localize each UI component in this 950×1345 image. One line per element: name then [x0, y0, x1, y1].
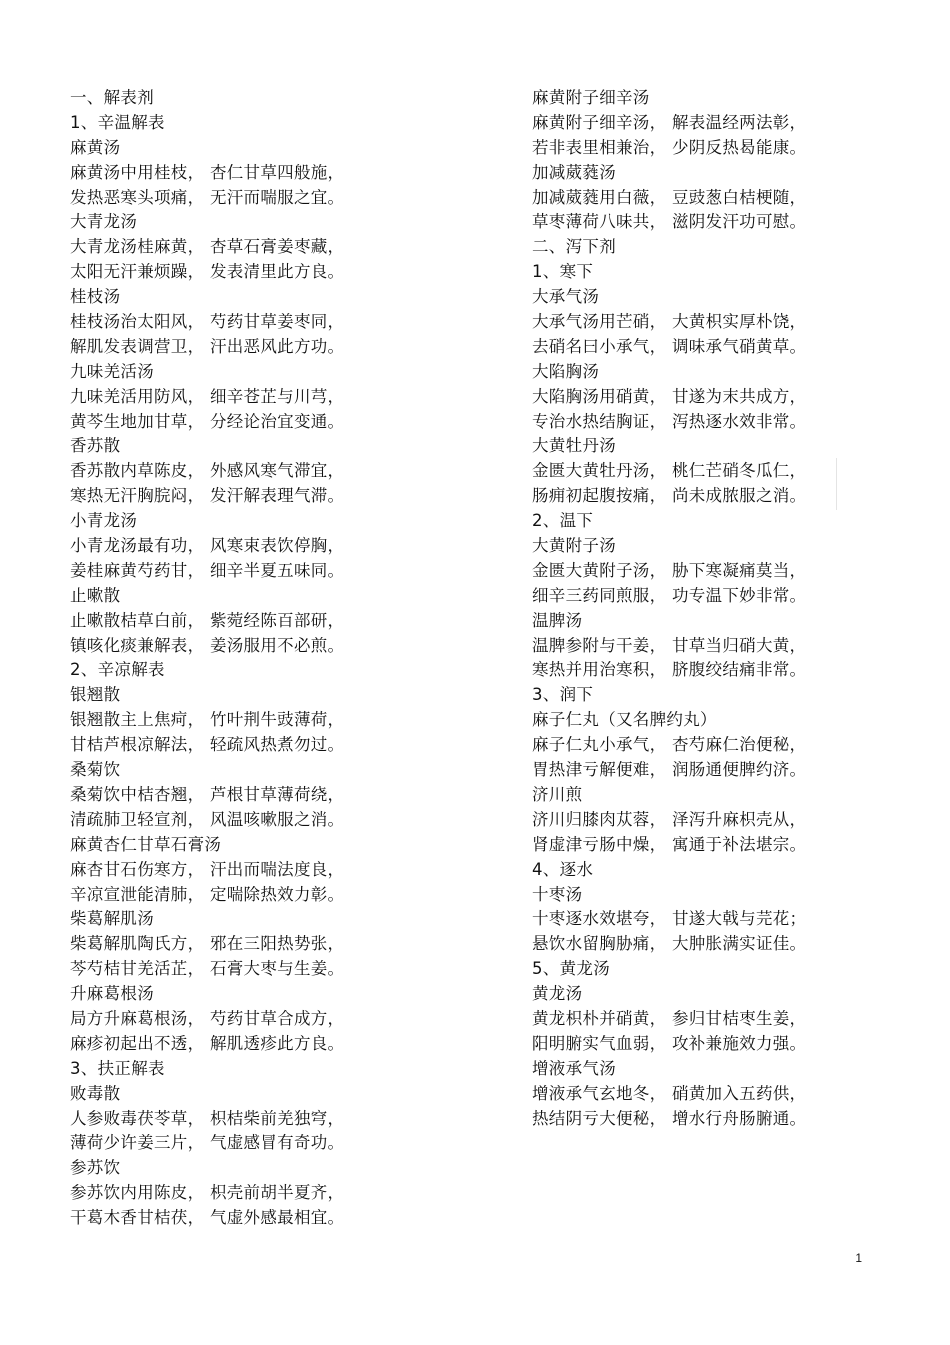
text-line: 参苏饮内用陈皮， 枳壳前胡半夏齐， [70, 1183, 345, 1203]
text-line: 5、黄龙汤 [532, 959, 610, 979]
text-line: 大黄牡丹汤 [532, 436, 616, 456]
text-line: 止嗽散桔草白前， 紫菀经陈百部研， [70, 610, 345, 630]
text-line: 小青龙汤 [70, 511, 138, 531]
text-line: 香苏散 [70, 436, 121, 456]
text-line: 败毒散 [70, 1083, 121, 1103]
text-line: 3、扶正解表 [70, 1058, 165, 1078]
text-line: 麻黄汤中用桂枝， 杏仁甘草四般施， [70, 162, 345, 182]
text-line: 4、逐水 [532, 859, 594, 879]
text-line: 大青龙汤桂麻黄， 杏草石膏姜枣藏， [70, 237, 345, 257]
text-line: 金匮大黄牡丹汤， 桃仁芒硝冬瓜仁， [532, 461, 807, 481]
text-line: 寒热无汗胸脘闷， 发汗解表理气滞。 [70, 486, 345, 506]
text-line: 桑菊饮中桔杏翘， 芦根甘草薄荷绕， [70, 784, 345, 804]
text-line: 大陷胸汤用硝黄， 甘遂为末共成方， [532, 386, 807, 406]
text-line: 十枣逐水效堪夸， 甘遂大戟与芫花； [532, 909, 807, 929]
text-line: 增液承气玄地冬， 硝黄加入五药供， [532, 1083, 807, 1103]
text-line: 柴葛解肌陶氏方， 邪在三阳热势张， [70, 934, 345, 954]
text-line: 肠痈初起腹按痛， 尚未成脓服之消。 [532, 486, 807, 506]
text-line: 大青龙汤 [70, 212, 138, 232]
text-line: 九味羌活汤 [70, 361, 154, 381]
text-line: 温脾汤 [532, 610, 583, 630]
text-line: 金匮大黄附子汤， 胁下寒凝痛莫当， [532, 560, 807, 580]
text-line: 人参败毒茯苓草， 枳桔柴前羌独穹， [70, 1108, 345, 1128]
text-line: 麻黄汤 [70, 137, 121, 157]
text-line: 止嗽散 [70, 585, 121, 605]
text-line: 大承气汤 [532, 287, 600, 307]
text-line: 悬饮水留胸胁痛， 大肿胀满实证佳。 [532, 934, 807, 954]
text-line: 胃热津亏解便难， 润肠通便脾约济。 [532, 760, 807, 780]
left-column [70, 86, 470, 1231]
text-line: 麻黄杏仁甘草石膏汤 [70, 834, 222, 854]
text-line: 大承气汤用芒硝， 大黄枳实厚朴饶， [532, 312, 807, 332]
text-line: 1、寒下 [532, 262, 594, 282]
text-line: 黄芩生地加甘草， 分经论治宜变通。 [70, 411, 345, 431]
text-line: 麻黄附子细辛汤 [532, 88, 650, 107]
text-line: 局方升麻葛根汤， 芍药甘草合成方， [70, 1008, 345, 1028]
text-line: 小青龙汤最有功， 风寒束表饮停胸， [70, 536, 345, 556]
text-line: 黄龙汤 [532, 984, 583, 1004]
text-line: 专治水热结胸证， 泻热逐水效非常。 [532, 411, 807, 431]
text-line: 参苏饮 [70, 1158, 121, 1178]
text-line: 麻子仁丸（又名脾约丸） [532, 710, 717, 730]
text-line: 升麻葛根汤 [70, 984, 154, 1004]
text-line: 增液承气汤 [532, 1058, 616, 1078]
text-line: 发热恶寒头项痛， 无汗而喘服之宜。 [70, 187, 345, 207]
text-line: 2、辛凉解表 [70, 660, 165, 680]
text-line: 细辛三药同煎服， 功专温下妙非常。 [532, 585, 807, 605]
text-line: 去硝名曰小承气， 调味承气硝黄草。 [532, 336, 807, 356]
text-line: 甘桔芦根凉解法， 轻疏风热煮勿过。 [70, 735, 345, 755]
margin-rule [836, 458, 837, 510]
text-line: 寒热并用治寒积， 脐腹绞结痛非常。 [532, 660, 807, 680]
text-line: 解肌发表调营卫， 汗出恶风此方功。 [70, 336, 345, 356]
text-line: 温脾参附与干姜， 甘草当归硝大黄， [532, 635, 807, 655]
text-line: 银翘散 [70, 685, 121, 705]
text-line: 太阳无汗兼烦躁， 发表清里此方良。 [70, 262, 345, 282]
text-line: 麻疹初起出不透， 解肌透疹此方良。 [70, 1033, 345, 1053]
text-line: 姜桂麻黄芍药甘， 细辛半夏五味同。 [70, 560, 345, 580]
text-line: 芩芍桔甘羌活芷， 石膏大枣与生姜。 [70, 959, 345, 979]
text-line: 1、辛温解表 [70, 112, 165, 132]
text-line: 黄龙枳朴并硝黄， 参归甘桔枣生姜， [532, 1008, 807, 1028]
text-line: 二、泻下剂 [532, 237, 616, 257]
text-line: 麻子仁丸小承气， 杏芍麻仁治便秘， [532, 735, 807, 755]
text-line: 银翘散主上焦疴， 竹叶荆牛豉薄荷， [70, 710, 345, 730]
text-line: 干葛木香甘桔茯， 气虚外感最相宜。 [70, 1208, 345, 1228]
text-line: 柴葛解肌汤 [70, 909, 154, 929]
text-line: 加减葳蕤用白薇， 豆豉葱白桔梗随， [532, 187, 807, 207]
text-line: 济川煎 [532, 784, 583, 804]
text-line: 3、润下 [532, 685, 594, 705]
text-line: 阳明腑实气血弱， 攻补兼施效力强。 [532, 1033, 807, 1053]
text-line: 桂枝汤 [70, 287, 121, 307]
text-line: 大黄附子汤 [532, 536, 616, 556]
page-number: 1 [855, 1251, 862, 1265]
text-line: 九味羌活用防风， 细辛苍芷与川芎， [70, 386, 345, 406]
text-line: 若非表里相兼治， 少阴反热曷能康。 [532, 137, 807, 157]
text-line: 麻黄附子细辛汤， 解表温经两法彰， [532, 112, 807, 132]
text-line: 济川归膝肉苁蓉， 泽泻升麻枳壳从， [532, 809, 807, 829]
text-line: 辛凉宣泄能清肺， 定喘除热效力彰。 [70, 884, 345, 904]
text-line: 桂枝汤治太阳风， 芍药甘草姜枣同， [70, 312, 345, 332]
text-line: 镇咳化痰兼解表， 姜汤服用不必煎。 [70, 635, 345, 655]
text-line: 清疏肺卫轻宣剂， 风温咳嗽服之消。 [70, 809, 345, 829]
text-line: 肾虚津亏肠中燥， 寓通于补法堪宗。 [532, 834, 807, 854]
text-line: 桑菊饮 [70, 760, 121, 780]
text-line: 香苏散内草陈皮， 外感风寒气滞宜， [70, 461, 345, 481]
text-line: 薄荷少许姜三片， 气虚感冒有奇功。 [70, 1133, 345, 1153]
text-line: 加减葳蕤汤 [532, 162, 616, 182]
text-line: 麻杏甘石伤寒方， 汗出而喘法度良， [70, 859, 345, 879]
text-line: 热结阴亏大便秘， 增水行舟肠腑通。 [532, 1108, 807, 1128]
text-line: 一、解表剂 [70, 88, 154, 107]
text-line: 草枣薄荷八味共， 滋阴发汗功可慰。 [532, 212, 807, 232]
text-line: 十枣汤 [532, 884, 583, 904]
text-line: 大陷胸汤 [532, 361, 600, 381]
text-line: 2、温下 [532, 511, 594, 531]
right-column [532, 86, 932, 1131]
